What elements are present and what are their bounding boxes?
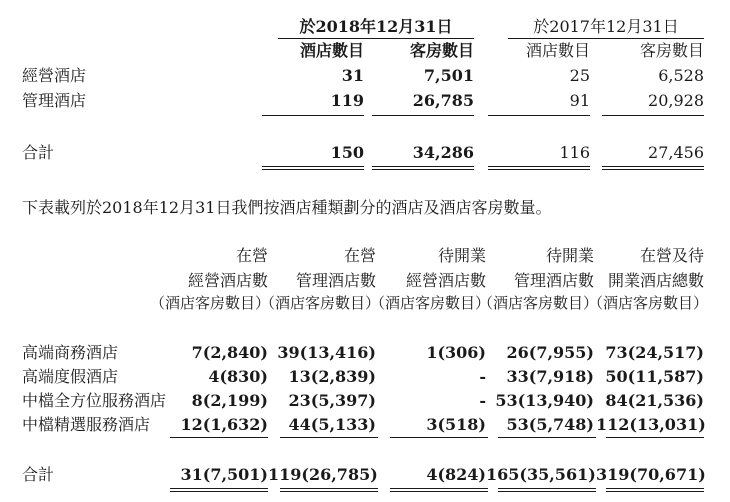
cell: 8(2,199): [191, 391, 268, 410]
col-header-line2: 開業酒店總數: [607, 271, 704, 290]
cell: 53(5,748): [506, 415, 594, 434]
total-cell: 4(824): [426, 465, 486, 484]
total-double-rule: [498, 491, 596, 492]
cell: 91: [569, 91, 590, 110]
col-rooms-2018: 客房數目: [409, 41, 474, 60]
header-2017-rule: [508, 38, 704, 39]
col-header-line3: （酒店客房數目）: [478, 294, 599, 312]
col-header-line1: 待開業: [545, 246, 594, 265]
total-cell: 34,286: [412, 143, 474, 162]
col-header-line3: （酒店客房數目）: [150, 294, 271, 312]
total-double-rule: [498, 488, 596, 489]
total-double-rule: [262, 169, 364, 170]
col-header-line1: 在營: [235, 246, 268, 265]
subtotal-rule: [606, 437, 704, 438]
total-double-rule: [606, 488, 704, 489]
total-cell: 319(70,671): [596, 465, 706, 484]
cell: 44(5,133): [288, 415, 376, 434]
cell: 13(2,839): [288, 367, 376, 386]
total-cell: 119(26,785): [268, 465, 378, 484]
subtotal-rule: [170, 437, 268, 438]
header-2018-rule: [278, 38, 474, 39]
cell: 12(1,632): [180, 415, 268, 434]
total-cell: 150: [330, 143, 364, 162]
col-hotels-2018: 酒店數目: [299, 41, 364, 60]
cell: 112(13,031): [596, 415, 706, 434]
cell: 20,928: [648, 91, 704, 110]
col-header-line1: 在營: [343, 246, 376, 265]
cell: 31: [341, 66, 364, 85]
total-double-rule: [390, 488, 488, 489]
total-cell: 116: [559, 143, 590, 162]
cell: 7(2,840): [191, 343, 268, 362]
col-rooms-2017: 客房數目: [639, 41, 704, 60]
row-label: 管理酒店: [22, 91, 87, 110]
total-double-rule: [280, 491, 378, 492]
cell: 84(21,536): [605, 391, 704, 410]
cell: 26,785: [412, 91, 474, 110]
col-header-line2: 管理酒店數: [295, 271, 376, 290]
cell: 1(306): [426, 343, 486, 362]
cell: 6,528: [658, 66, 704, 85]
cell: -: [479, 367, 486, 386]
subtotal-rule: [498, 437, 596, 438]
total-double-rule: [488, 166, 590, 167]
col-header-line1: 在營及待: [639, 246, 704, 265]
row-label: 經營酒店: [22, 66, 87, 85]
row-label: 高端度假酒店: [22, 367, 119, 386]
subtotal-rule: [390, 437, 488, 438]
row-label: 中檔精選服務酒店: [22, 415, 151, 434]
cell: 33(7,918): [506, 367, 594, 386]
cell: -: [479, 391, 486, 410]
cell: 39(13,416): [277, 343, 376, 362]
total-double-rule: [170, 491, 268, 492]
row-label: 高端商務酒店: [22, 343, 119, 362]
col-header-line1: 待開業: [437, 246, 486, 265]
col-header-line2: 經營酒店數: [405, 271, 486, 290]
total-double-rule: [602, 169, 704, 170]
total-cell: 27,456: [648, 143, 704, 162]
subtotal-rule: [280, 437, 378, 438]
total-double-rule: [606, 491, 704, 492]
total-double-rule: [280, 488, 378, 489]
cell: 119: [330, 91, 364, 110]
total-double-rule: [262, 166, 364, 167]
cell: 25: [569, 66, 590, 85]
subtotal-rule: [602, 115, 704, 116]
cell: 53(13,940): [495, 391, 594, 410]
col-hotels-2017: 酒店數目: [525, 41, 590, 60]
col-header-line3: （酒店客房數目）: [588, 294, 709, 312]
cell: 23(5,397): [288, 391, 376, 410]
total-double-rule: [372, 166, 474, 167]
col-header-line3: （酒店客房數目）: [370, 294, 491, 312]
cell: 3(518): [426, 415, 486, 434]
total-cell: 31(7,501): [180, 465, 268, 484]
cell: 50(11,587): [605, 367, 704, 386]
total-double-rule: [170, 488, 268, 489]
subtotal-rule: [488, 115, 590, 116]
total-cell: 165(35,561): [486, 465, 596, 484]
col-header-line2: 經營酒店數: [187, 271, 268, 290]
cell: 7,501: [423, 66, 474, 85]
total-double-rule: [602, 166, 704, 167]
row-label: 中檔全方位服務酒店: [22, 391, 167, 410]
cell: 26(7,955): [506, 343, 594, 362]
header-2018: 於2018年12月31日: [299, 17, 453, 36]
col-header-line3: （酒店客房數目）: [260, 294, 381, 312]
cell: 4(830): [208, 367, 268, 386]
col-header-line2: 管理酒店數: [513, 271, 594, 290]
intro-paragraph: 下表載列於2018年12月31日我們按酒店種類劃分的酒店及酒店客房數量。: [22, 198, 552, 217]
header-2017: 於2017年12月31日: [533, 17, 679, 36]
total-label: 合計: [22, 143, 55, 162]
total-double-rule: [390, 491, 488, 492]
total-double-rule: [372, 169, 474, 170]
subtotal-rule: [372, 115, 474, 116]
total-label: 合計: [22, 465, 55, 484]
total-double-rule: [488, 169, 590, 170]
subtotal-rule: [262, 115, 364, 116]
cell: 73(24,517): [605, 343, 704, 362]
